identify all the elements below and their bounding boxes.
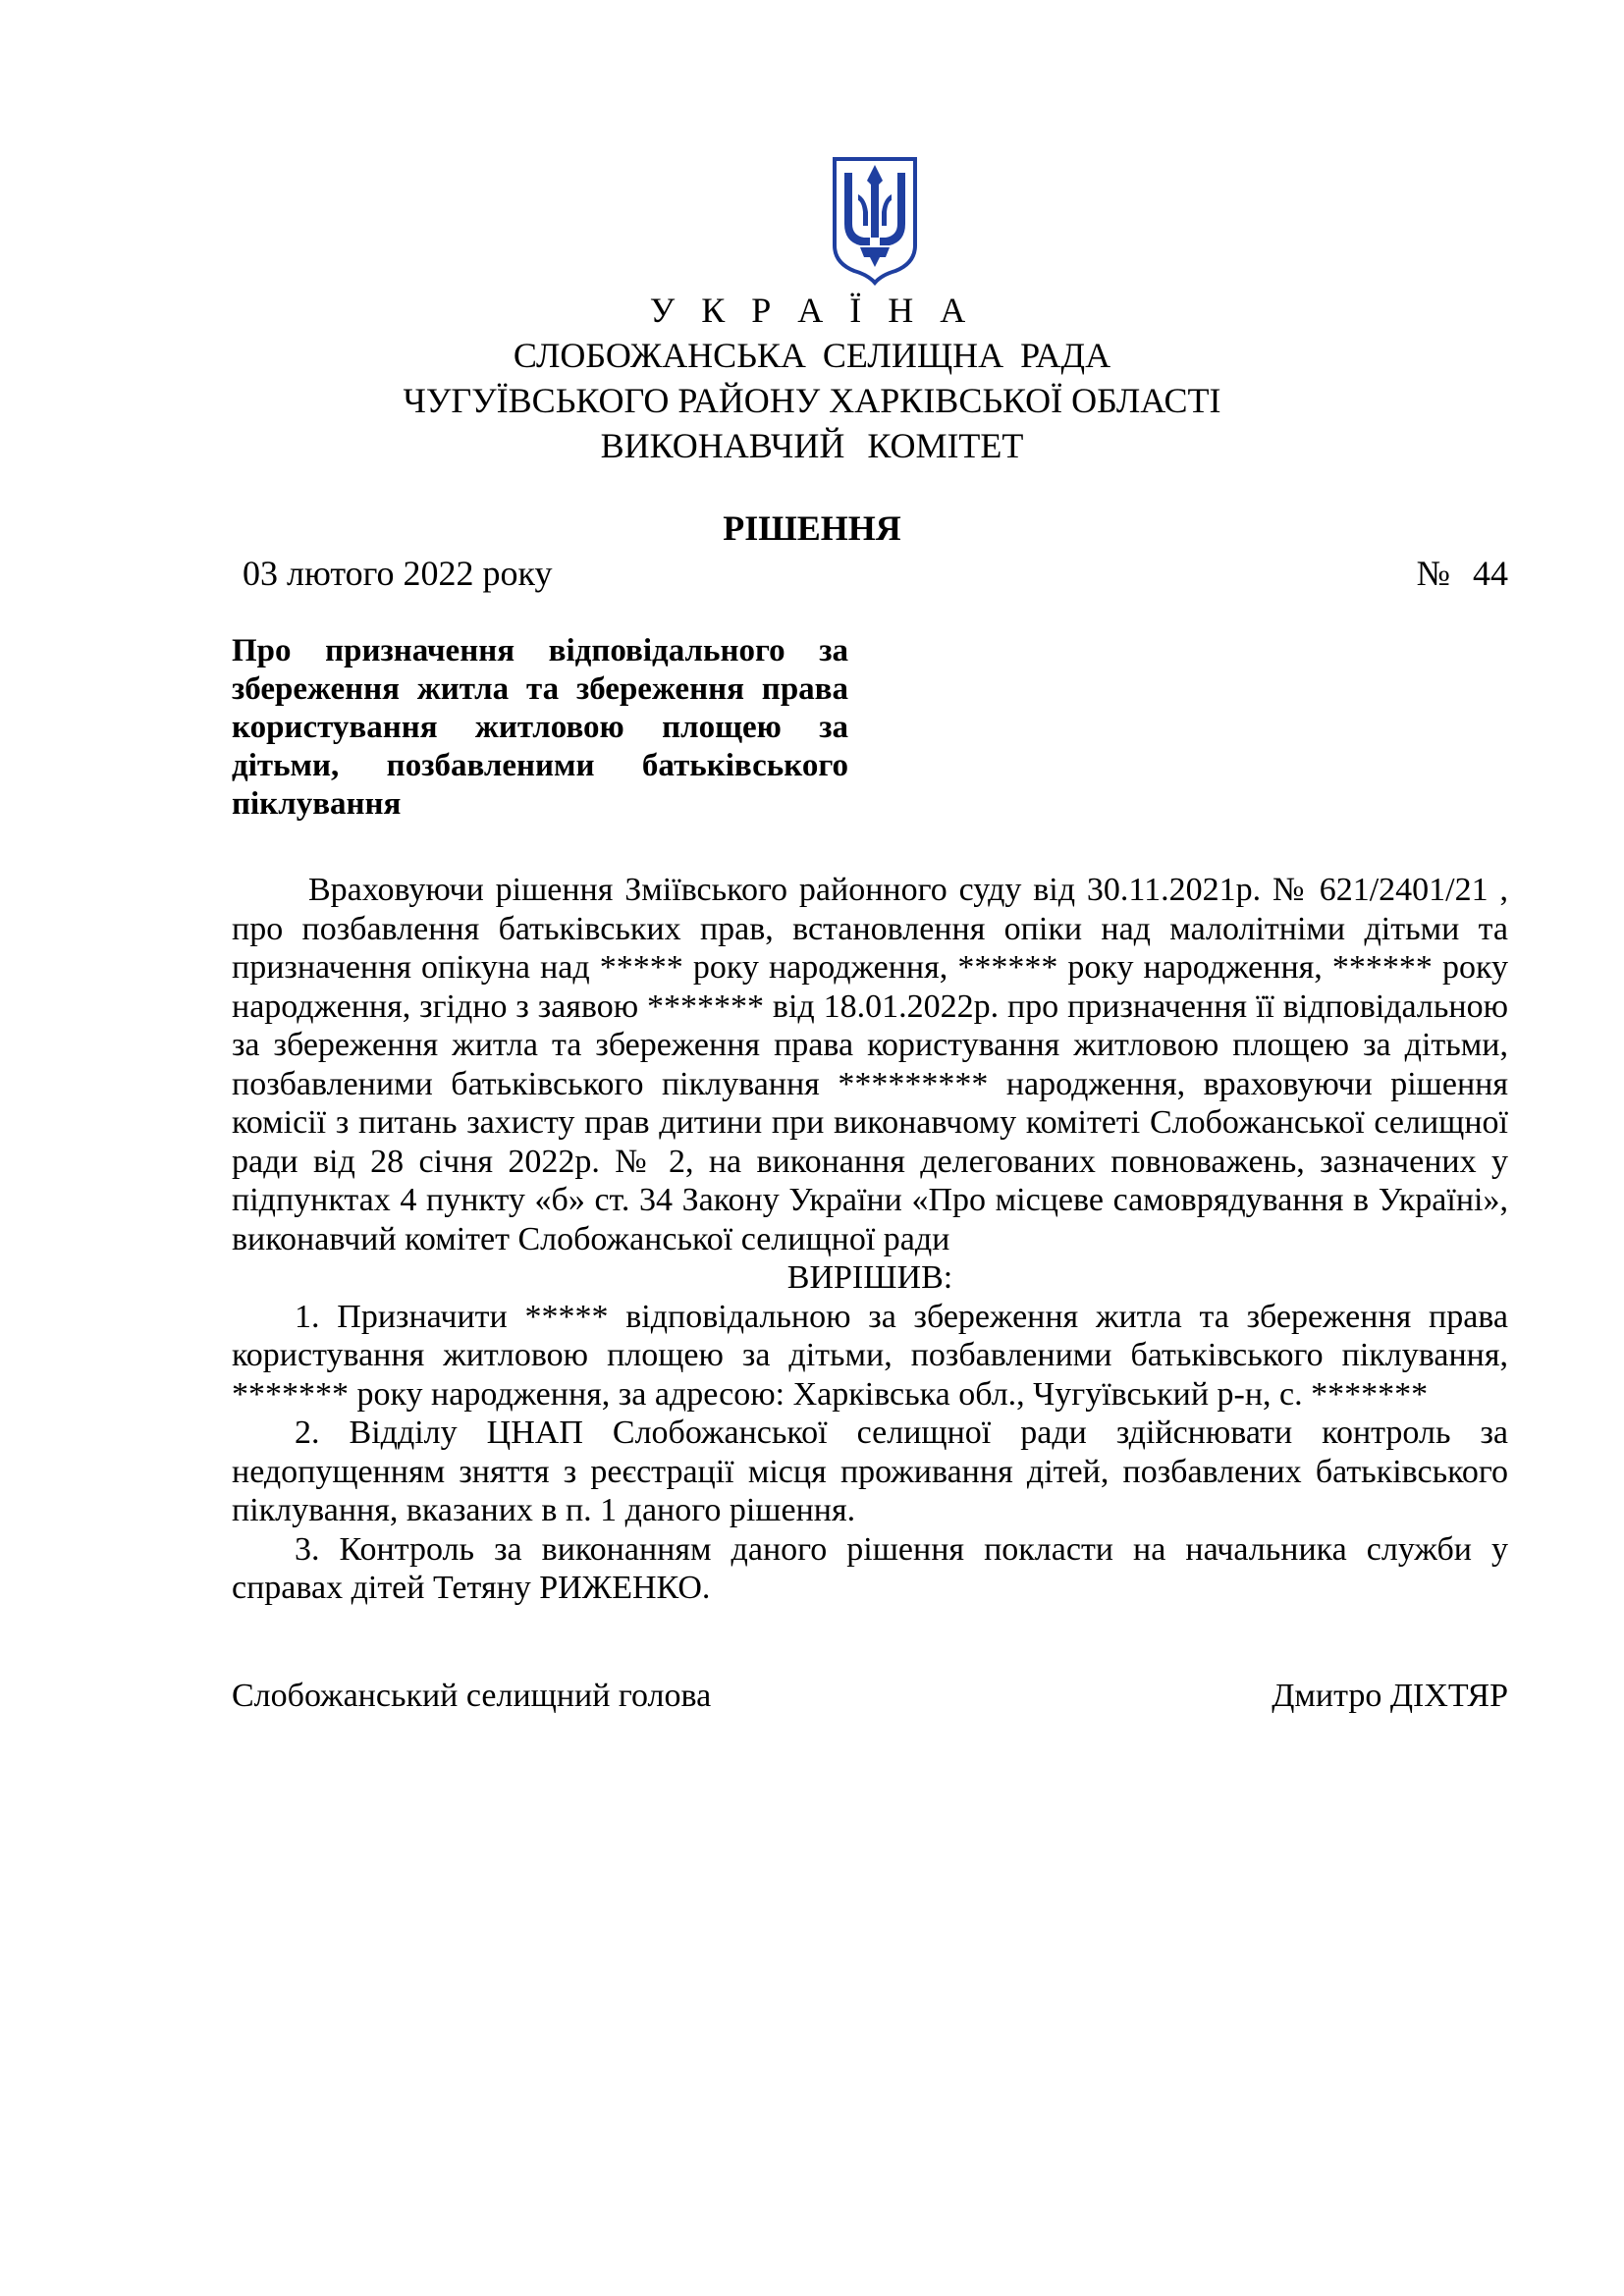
document-body bbox=[232, 871, 1508, 1608]
decision-item-2: 2. Відділу ЦНАП Слобожанської селищної ради здійснювати контроль за недопущенням зняття з реєстрації місця проживання дітей, позбавлених батьківського піклування, вказаних в п. 1 даного рішення. bbox=[232, 1415, 1508, 1528]
district-title: ЧУГУЇВСЬКОГО РАЙОНУ ХАРКІВСЬКОЇ ОБЛАСТІ bbox=[403, 381, 1221, 420]
signatory-title: Слобожанський селищний голова bbox=[232, 1678, 712, 1714]
committee-title: ВИКОНАВЧИЙ КОМІТЕТ bbox=[600, 426, 1024, 465]
decision-item-1: 1. Призначити ***** відповідальною за збереження житла та збереження права користування житловою площею за дітьми, позбавленими батьківського піклування, ******* року народження, за адресою: Харківська обл., Чугуївський р-н, с. ******* bbox=[232, 1298, 1508, 1413]
document-number: № 44 bbox=[1416, 554, 1508, 593]
document-date: 03 лютого 2022 року bbox=[243, 554, 553, 593]
preamble-paragraph: Враховуючи рішення Зміївського районного суду від 30.11.2021р. № 621/2401/21 , про позбавлення батьківських прав, встановлення опіки над малолітніми дітьми та призначення опікуна над ***** року народження, ****** року народження, ****** року народження, згідно з заявою ******* від 18.01.2022р. про призначення її відповідальною за збереження житла та збереження права користування житловою площею за дітьми, позбавленими батьківського піклування ********* народження, враховуючи рішення комісії з питань захисту прав дитини при виконавчому комітеті Слобожанської селищної ради від 28 січня 2022р. № 2, на виконання делегованих повноважень, зазначених у підпунктах 4 пункту «б» ст. 34 Закону України «Про місцеве самоврядування в Україні», виконавчий комітет Слобожанської селищної ради bbox=[232, 872, 1508, 1257]
decided-heading: ВИРІШИВ: bbox=[786, 1259, 953, 1296]
council-title: СЛОБОЖАНСЬКА СЕЛИЩНА РАДА bbox=[513, 336, 1111, 375]
document-subject: Про призначення відповідального за збереження житла та збереження права користування житловою площею за дітьми, позбавленими батьківського піклування bbox=[232, 633, 848, 822]
country-title: У К Р А Ї Н А bbox=[649, 291, 975, 330]
decision-item-3: 3. Контроль за виконанням даного рішення покласти на начальника служби у справах дітей Тетяну РИЖЕНКО. bbox=[232, 1530, 1508, 1606]
signatory-name: Дмитро ДІХТЯР bbox=[1272, 1678, 1508, 1714]
trident-emblem-icon bbox=[831, 155, 919, 286]
document-type: РІШЕННЯ bbox=[723, 508, 901, 548]
